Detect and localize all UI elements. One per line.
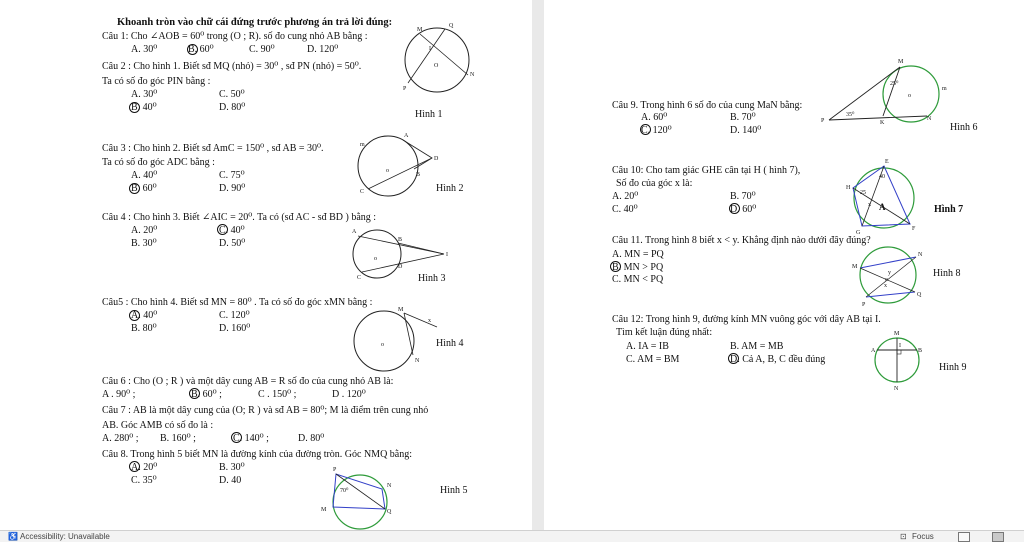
option-text: A. IA = IB bbox=[626, 341, 669, 352]
figure-label: 25⁰ bbox=[890, 81, 899, 87]
question-12: Câu 12: Trong hình 9, đường kính MN vuông góc với dây AB tại I. bbox=[612, 314, 881, 325]
figure-label: Q bbox=[387, 509, 392, 515]
question-5: Câu5 : Cho hình 4. Biết sđ MN = 80⁰ . Ta có số đo góc xMN bằng : bbox=[102, 297, 373, 308]
figure-label: x bbox=[428, 318, 431, 324]
question-3-sub: Ta có số đo góc ADC bằng : bbox=[102, 157, 215, 168]
figure-label: D bbox=[434, 156, 439, 162]
figure-caption: Hình 7 bbox=[934, 204, 964, 215]
option-text: C. MN < PQ bbox=[612, 274, 664, 285]
figure-label: N bbox=[927, 116, 932, 122]
question-10: Câu 10: Cho tam giác GHE cân tại H ( hình 7), bbox=[612, 165, 801, 176]
figures-right bbox=[544, 0, 1024, 530]
option-text: B. MN > PQ bbox=[612, 262, 664, 273]
option-text: B. 60⁰ bbox=[188, 44, 214, 55]
figure-label: D bbox=[398, 264, 403, 270]
figure-6-circle bbox=[883, 66, 939, 122]
option-text: B. 30⁰ bbox=[219, 462, 245, 473]
figure-label: M bbox=[398, 307, 404, 313]
option-text: C. 90⁰ bbox=[249, 44, 275, 55]
figure-label: P bbox=[862, 302, 866, 308]
figure-label: A bbox=[879, 202, 886, 212]
figure-label: 40 bbox=[879, 174, 885, 180]
option-text: C . 150⁰ ; bbox=[258, 389, 297, 400]
figure-label: o bbox=[374, 256, 377, 262]
figure-label: I bbox=[446, 252, 448, 258]
option-text: B. AM = MB bbox=[730, 341, 784, 352]
figure-label: o bbox=[386, 168, 389, 174]
option-text: D. 60⁰ bbox=[730, 204, 757, 215]
figure-label: M bbox=[852, 264, 858, 270]
figure-caption: Hình 1 bbox=[415, 109, 443, 120]
figure-2-circle bbox=[358, 136, 421, 196]
option-text: A. 40⁰ bbox=[131, 170, 158, 181]
option-text: B. 60⁰ bbox=[131, 183, 157, 194]
option-text: C. 40⁰ bbox=[612, 204, 638, 215]
option-text: D. 90⁰ bbox=[219, 183, 246, 194]
option-text: D. Cả A, B, C đều đúng bbox=[730, 354, 826, 365]
figure-label: O bbox=[434, 63, 439, 69]
figure-label: N bbox=[894, 386, 899, 392]
question-7: Câu 7 : AB là một dây cung của (O; R ) và sđ AB = 80⁰; M là điểm trên cung nhỏ bbox=[102, 405, 429, 416]
figure-label: N bbox=[918, 252, 923, 258]
figure-label: N bbox=[415, 358, 420, 364]
figure-label: Q bbox=[917, 292, 922, 298]
option-text: C. 75⁰ bbox=[219, 170, 245, 181]
figure-label: K bbox=[880, 120, 885, 126]
figure-5-circle bbox=[333, 475, 387, 529]
figure-label: m bbox=[942, 86, 947, 92]
figure-label: N bbox=[387, 483, 392, 489]
question-6: Câu 6 : Cho (O ; R ) và một dây cung AB = R số đo của cung nhỏ AB là: bbox=[102, 376, 394, 387]
figure-label: x bbox=[884, 283, 887, 289]
figure-1-circle bbox=[405, 28, 469, 92]
figure-caption: Hình 5 bbox=[440, 485, 468, 496]
figure-label: A bbox=[404, 133, 409, 139]
figure-caption: Hình 6 bbox=[950, 122, 978, 133]
option-text: A. 40⁰ bbox=[131, 310, 158, 321]
option-text: A . 90⁰ ; bbox=[102, 389, 136, 400]
figure-label: o bbox=[908, 93, 911, 99]
figure-4-circle bbox=[354, 311, 414, 371]
figure-label: 35⁰ bbox=[846, 112, 855, 118]
figure-label: 25 bbox=[860, 190, 866, 196]
question-3: Câu 3 : Cho hình 2. Biết sđ AmC = 150⁰ , sđ AB = 30⁰. bbox=[102, 143, 324, 154]
figure-label: E bbox=[885, 159, 889, 165]
option-text: B. 60⁰ ; bbox=[191, 389, 222, 400]
option-text: D. 40 bbox=[219, 475, 242, 486]
quiz-title: Khoanh tròn vào chữ cái đứng trước phương án trả lời đúng: bbox=[117, 17, 393, 28]
figure-label: o bbox=[885, 277, 888, 283]
figure-label: I bbox=[429, 46, 431, 52]
figure-caption: Hình 4 bbox=[436, 338, 464, 349]
option-text: C. 140⁰ ; bbox=[233, 433, 269, 444]
figure-label: 70⁰ bbox=[340, 488, 349, 494]
question-10-sub: Số đo của góc x là: bbox=[616, 178, 693, 189]
figure-label: M bbox=[898, 59, 904, 65]
accessibility-status[interactable]: Accessibility: Unavailable bbox=[20, 532, 110, 541]
figure-label: P bbox=[333, 467, 337, 473]
figure-label: y bbox=[888, 270, 891, 276]
question-1: Câu 1: Cho ∠AOB = 60⁰ trong (O ; R). số đo cung nhỏ AB bằng : bbox=[102, 31, 368, 42]
figure-label: M bbox=[894, 331, 900, 337]
figure-label: I bbox=[899, 343, 901, 349]
figure-label: C bbox=[357, 275, 362, 281]
option-text: D. 50⁰ bbox=[219, 238, 246, 249]
option-text: C. 40⁰ bbox=[219, 225, 245, 236]
option-text: B. 70⁰ bbox=[730, 112, 756, 123]
figure-label: H bbox=[846, 185, 851, 191]
figure-label: o bbox=[381, 342, 384, 348]
figure-caption: Hình 3 bbox=[418, 273, 446, 284]
question-2: Câu 2 : Cho hình 1. Biết sđ MQ (nhỏ) = 30⁰ , sđ PN (nhỏ) = 50⁰. bbox=[102, 61, 362, 72]
option-text: B. 30⁰ bbox=[131, 238, 157, 249]
focus-button[interactable]: Focus bbox=[912, 532, 934, 541]
option-text: B. 160⁰ ; bbox=[160, 433, 196, 444]
figure-label: N bbox=[470, 72, 475, 78]
status-bar bbox=[0, 530, 1024, 542]
option-text: B. 80⁰ bbox=[131, 323, 157, 334]
question-7-sub: AB. Góc AMB có số đo là : bbox=[102, 420, 214, 431]
option-text: C. AM = BM bbox=[626, 354, 680, 365]
figure-label: Q bbox=[449, 23, 454, 29]
figure-label: P bbox=[821, 118, 825, 124]
figure-3-circle bbox=[353, 230, 401, 278]
option-text: B. 40⁰ bbox=[131, 102, 157, 113]
question-4: Câu 4 : Cho hình 3. Biết ∠AIC = 20⁰. Ta có (sđ AC - sđ BD ) bằng : bbox=[102, 212, 377, 223]
option-text: A. 20⁰ bbox=[131, 225, 158, 236]
accessibility-icon[interactable]: ♿ bbox=[8, 532, 18, 541]
option-text: A. MN = PQ bbox=[612, 249, 664, 260]
option-text: D. 160⁰ bbox=[219, 323, 251, 334]
option-text: D . 120⁰ bbox=[332, 389, 366, 400]
option-text: D. 120⁰ bbox=[307, 44, 339, 55]
figure-label: B bbox=[398, 237, 403, 243]
question-2-sub: Ta có số đo góc PIN bằng : bbox=[102, 76, 211, 87]
figure-label: M bbox=[417, 27, 423, 33]
figure-label: B bbox=[416, 172, 421, 178]
figure-label: M bbox=[321, 507, 327, 513]
figure-label: x bbox=[868, 202, 871, 208]
figure-label: A bbox=[352, 229, 357, 235]
option-text: A. 20⁰ bbox=[131, 462, 158, 473]
option-text: D. 140⁰ bbox=[730, 125, 762, 136]
option-text: A. 60⁰ bbox=[641, 112, 668, 123]
option-text: D. 80⁰ bbox=[219, 102, 246, 113]
option-text: D. 80⁰ bbox=[298, 433, 325, 444]
option-text: C. 50⁰ bbox=[219, 89, 245, 100]
document-page-right bbox=[544, 0, 1024, 530]
option-text: C. 120⁰ bbox=[641, 125, 672, 136]
option-text: B. 70⁰ bbox=[730, 191, 756, 202]
option-text: A. 30⁰ bbox=[131, 89, 158, 100]
figure-label: G bbox=[856, 230, 861, 236]
figure-label: B bbox=[918, 348, 923, 354]
figure-label: A bbox=[871, 348, 876, 354]
option-text: A. 30⁰ bbox=[131, 44, 158, 55]
option-text: A. 20⁰ bbox=[612, 191, 639, 202]
figure-caption: Hình 9 bbox=[939, 362, 967, 373]
figure-label: F bbox=[912, 226, 916, 232]
figure-label: C bbox=[360, 189, 365, 195]
figure-label: P bbox=[403, 86, 407, 92]
question-8: Câu 8. Trong hình 5 biết MN là đường kính của đường tròn. Góc NMQ bằng: bbox=[102, 449, 413, 460]
option-text: C. 35⁰ bbox=[131, 475, 157, 486]
question-9: Câu 9. Trong hình 6 số đo của cung MaN bằng: bbox=[612, 100, 803, 111]
focus-icon[interactable]: ⊡ bbox=[900, 532, 907, 541]
question-11: Câu 11. Trong hình 8 biết x < y. Khẳng định nào dưới đây đúng? bbox=[612, 235, 871, 246]
figure-label: m bbox=[360, 142, 365, 148]
figure-caption: Hình 2 bbox=[436, 183, 464, 194]
option-text: A. 280⁰ ; bbox=[102, 433, 139, 444]
option-text: C. 120⁰ bbox=[219, 310, 250, 321]
figure-caption: Hình 8 bbox=[933, 268, 961, 279]
question-12-sub: Tìm kết luận đúng nhất: bbox=[616, 327, 713, 338]
